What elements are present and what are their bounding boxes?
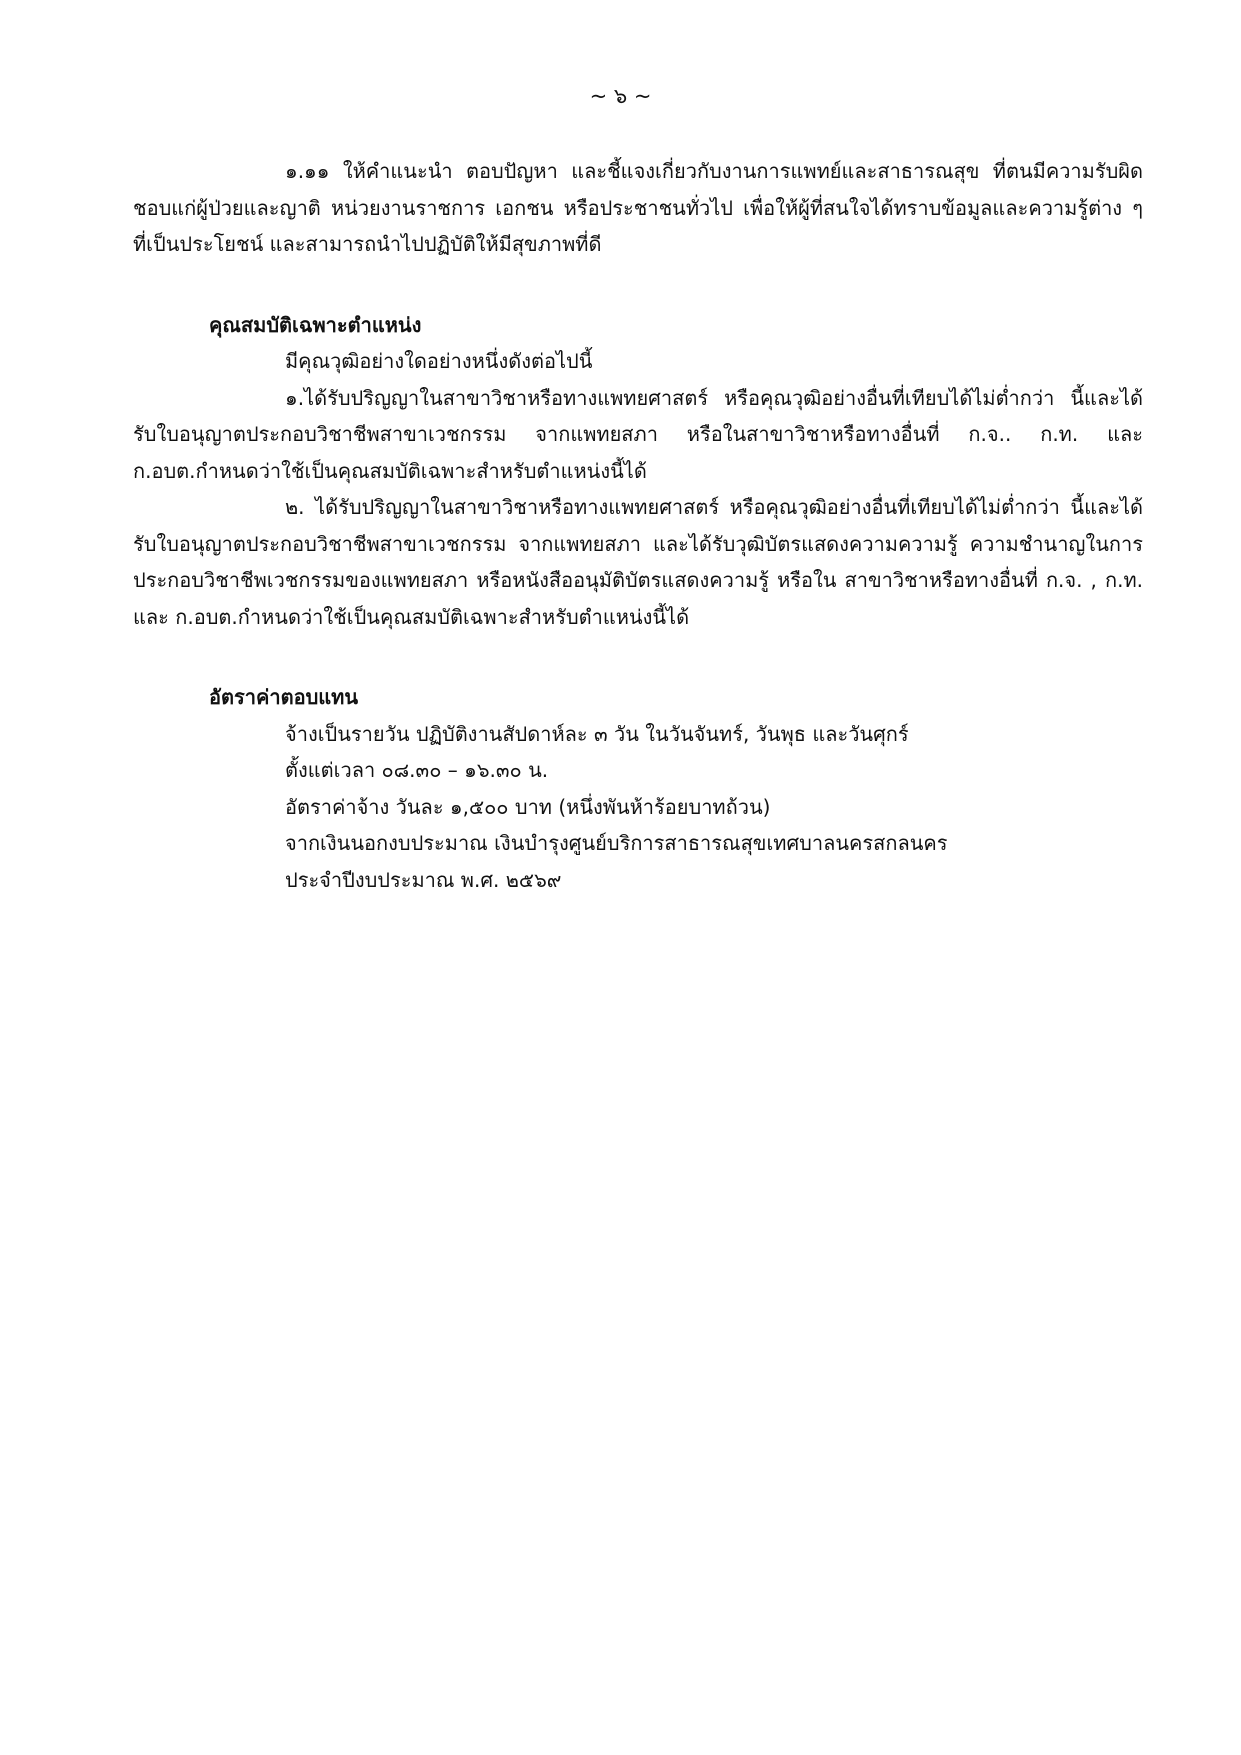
compensation-line: จ้างเป็นรายวัน ปฏิบัติงานสัปดาห์ละ ๓ วัน ในวันจันทร์, วันพุธ และวันศุกร์: [285, 721, 909, 746]
document-body: [133, 153, 1143, 898]
compensation-line: ตั้งแต่เวลา ๐๘.๓๐ – ๑๖.๓๐ น.: [285, 758, 549, 782]
compensation-line: อัตราค่าจ้าง วันละ ๑,๕๐๐ บาท (หนึ่งพันห้าร้อยบาทถ้วน): [285, 794, 771, 819]
qualification-item-2: ๒. ได้รับปริญญาในสาขาวิชาหรือทางแพทยศาสตร์ หรือคุณวุฒิอย่างอื่นที่เทียบได้ไม่ต่ำกว่า นี้และได้รับใบอนุญาตประกอบวิชาชีพสาขาเวชกรรม จากแพทยสภา และได้รับวุฒิบัตรแสดงความความรู้ ความชำนาญในการประกอบวิชาชีพเวชกรรมของแพทยสภา หรือหนังสืออนุมัติบัตรแสดงความรู้ หรือใน สาขาวิชาหรือทางอื่นที่ ก.จ. , ก.ท. และ ก.อบต.กำหนดว่าใช้เป็นคุณสมบัติเฉพาะสำหรับตำแหน่งนี้ได้: [133, 495, 1143, 629]
compensation-heading: อัตราค่าตอบแทน: [209, 685, 359, 709]
page-number: ~ ๖ ~: [589, 84, 652, 108]
compensation-line: จากเงินนอกงบประมาณ เงินบำรุงศูนย์บริการสาธารณสุขเทศบาลนครสกลนคร: [285, 831, 948, 855]
compensation-line: ประจำปีงบประมาณ พ.ศ. ๒๕๖๙: [285, 867, 562, 892]
intro-paragraph: ๑.๑๑ ให้คำแนะนำ ตอบปัญหา และชี้แจงเกี่ยวกับงานการแพทย์และสาธารณสุข ที่ตนมีความรับผิดชอบแก่ผู้ป่วยและญาติ หน่วยงานราชการ เอกชน หรือประชาชนทั่วไป เพื่อให้ผู้ที่สนใจได้ทราบข้อมูลและความรู้ต่าง ๆ ที่เป็นประโยชน์ และสามารถนำไปปฏิบัติให้มีสุขภาพที่ดี: [133, 159, 1143, 256]
qualifications-lead: มีคุณวุฒิอย่างใดอย่างหนึ่งดังต่อไปนี้: [285, 349, 593, 373]
spacer: [133, 263, 1143, 307]
spacer: [133, 635, 1143, 679]
qualifications-heading: คุณสมบัติเฉพาะตำแหน่ง: [209, 312, 422, 337]
qualification-item-1: ๑.ได้รับปริญญาในสาขาวิชาหรือทางแพทยศาสตร์ หรือคุณวุฒิอย่างอื่นที่เทียบได้ไม่ต่ำกว่า นี้และได้รับใบอนุญาตประกอบวิชาชีพสาขาเวชกรรม จากแพทยสภา หรือในสาขาวิชาหรือทางอื่นที่ ก.จ.. ก.ท. และ ก.อบต.กำหนดว่าใช้เป็นคุณสมบัติเฉพาะสำหรับตำแหน่งนี้ได้: [133, 385, 1143, 483]
